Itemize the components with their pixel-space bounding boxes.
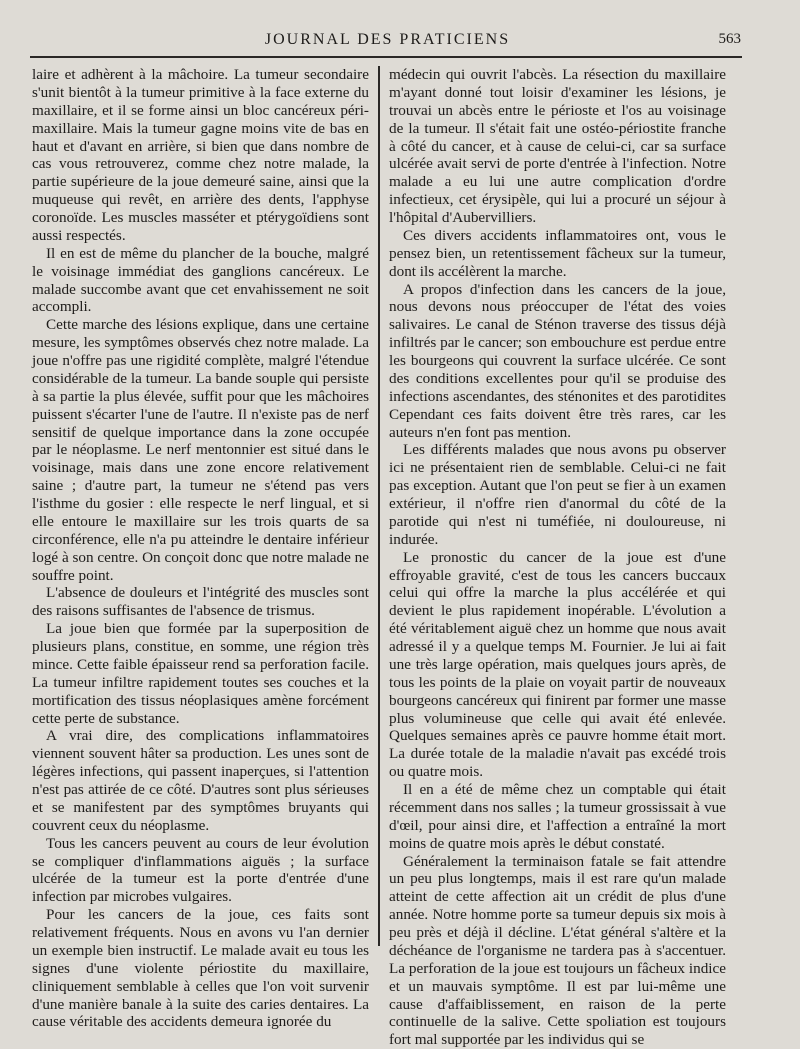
paragraph: Tous les cancers peuvent au cours de leur évolution se compliquer d'inflammations aiguës ; la surface ulcérée de la tumeur est la porte d'entrée d'une infection par microbes vulgaires.: [32, 835, 369, 907]
paragraph: Le pronostic du cancer de la joue est d'une effroyable gravité, c'est de tous les cancers buccaux celui qui offre la marche la plus accélérée et qui devient le plus rapidement inopérable. L'évolution a été véritablement aiguë chez un homme que nous avait adressé il y a quelque temps M. Fournier. Je lui ai fait une très large opération, mais quelques jours après, de tous les points de la plaie on voyait partir de nouveaux bourgeons cancéreux qui finirent par former une masse plus volumineuse que celle qui avait été enlevée. Quelques semaines après ce pauvre homme était mort. La durée totale de la maladie n'avait pas excédé trois ou quatre mois.: [389, 549, 726, 781]
paragraph: Généralement la terminaison fatale se fait attendre un peu plus longtemps, mais il est rare qu'un malade atteint de cette affection ait un crédit de plus d'une année. Notre homme porte sa tumeur depuis six mois à peu près et déjà il décline. L'état général s'altère et la déchéance de l'organisme ne tardera pas à s'accentuer. La perforation de la joue est toujours un fâcheux indice et un mauvais symptôme. Il est par lui-même une cause d'affaiblissement, en raison de la perte continuelle de la salive. Cette spoliation est toujours fort mal supportée par les individus qui se: [389, 853, 726, 1049]
paragraph: Les différents malades que nous avons pu observer ici ne présentaient rien de semblable. Celui-ci ne fait pas exception. Autant que l'on peut se fier à un examen extérieur, il n'offre rien d'anormal du côté de la parotide qui n'est ni tuméfiée, ni douloureuse, ni indurée.: [389, 441, 726, 548]
paragraph: L'absence de douleurs et l'intégrité des muscles sont des raisons suffisantes de l'absence de trismus.: [32, 584, 369, 620]
paragraph: Il en est de même du plancher de la bouche, malgré le voisinage immédiat des ganglions cancéreux. Le malade succombe avant que cet envahissement ne soit accompli.: [32, 245, 369, 317]
paragraph: Cette marche des lésions explique, dans une certaine mesure, les symptômes observés chez notre malade. La joue n'offre pas une rigidité complète, malgré l'étendue considérable de la tumeur. La bande souple qui persiste à sa partie la plus élevée, suffit pour que les mâchoires puissent s'écarter l'une de l'autre. Il n'existe pas de nerf sensitif de quelque importance dans la zone occupée par le néoplasme. Le nerf mentonnier est situé dans le voisinage, mais dans une zone encore relativement saine ; d'autre part, la tumeur ne s'étend pas vers l'isthme du gosier : elle respecte le nerf lingual, et si elle entoure le maxillaire sur les trois quarts de sa circonférence, elle n'a pu atteindre le dentaire inférieur logé à son centre. On conçoit donc que notre malade ne souffre point.: [32, 316, 369, 584]
paragraph: A propos d'infection dans les cancers de la joue, nous devons nous préoccuper de l'état des voies salivaires. Le canal de Sténon traverse des tissus déjà infiltrés par le cancer; son embouchure est perdue entre les bourgeons qui couvrent la surface ulcérée. Ce sont des conditions excellentes pour qu'il se produise des infections ascendantes, des sténonites et des parotidites Cependant ces faits doivent être très rares, car les auteurs n'en font pas mention.: [389, 281, 726, 442]
paragraph: A vrai dire, des complications inflammatoires viennent souvent hâter sa production. Les unes sont de légères infections, qui passent inaperçues, si l'attention n'est pas attirée de ce côté. D'autres sont plus sérieuses et se manifestent par des symptômes bruyants qui couvrent ceux du néoplasme.: [32, 727, 369, 834]
paragraph: médecin qui ouvrit l'abcès. La résection du maxillaire m'ayant donné tout loisir d'examiner les lésions, je trouvai un abcès entre le périoste et l'os au voisinage de la tumeur. Il s'était fait une ostéo-périostite franche à côté du cancer, et à cause de celui-ci, car sa surface ulcérée avait servi de porte d'entrée à l'infection. Notre malade a eu lui une autre complication d'ordre infectieux, cet érysipèle, qui lui a procuré un séjour à l'hôpital d'Aubervilliers.: [389, 66, 726, 227]
right-column: [389, 66, 726, 1049]
page-header: [30, 28, 745, 52]
header-rule: [30, 56, 742, 58]
paragraph: Ces divers accidents inflammatoires ont, vous le pensez bien, un retentissement fâcheux sur la tumeur, dont ils accélèrent la marche.: [389, 227, 726, 281]
page-number: 563: [719, 31, 742, 48]
paragraph: Il en a été de même chez un comptable qui était récemment dans nos salles ; la tumeur grossissait à vue d'œil, pour ainsi dire, et l'affection a entraîné la mort moins de quatre mois après le début constaté.: [389, 781, 726, 853]
running-title: JOURNAL DES PRATICIENS: [30, 31, 745, 49]
paragraph: La joue bien que formée par la superposition de plusieurs plans, constitue, en somme, une région très mince. Cette faible épaisseur rend sa perforation facile. La tumeur infiltre rapidement toutes ses couches et la mortification des tissus néoplasiques amène forcément cette perte de substance.: [32, 620, 369, 727]
column-divider: [378, 66, 380, 946]
paragraph: laire et adhèrent à la mâchoire. La tumeur secondaire s'unit bientôt à la tumeur primitive à la face externe du maxillaire, et il se forme ainsi un bloc cancéreux péri-maxillaire. Mais la tumeur gagne moins vite de bas en haut et d'avant en arrière, si bien que dans nombre de cas vous retrouverez, comme chez notre malade, la partie supérieure de la joue demeuré saine, ainsi que la muqueuse qui revêt, en arrière des dents, l'apphyse coronoïde. Les muscles masséter et ptérygoïdiens sont aussi respectés.: [32, 66, 369, 245]
paragraph: Pour les cancers de la joue, ces faits sont relativement fréquents. Nous en avons vu l'an dernier un exemple bien instructif. Le malade avait eu tous les signes d'une violente périostite du maxillaire, cliniquement semblable à celles que l'on voit survenir d'une manière banale à la suite des caries dentaires. La cause véritable des accidents demeura ignorée du: [32, 906, 369, 1031]
left-column: [32, 66, 369, 1031]
